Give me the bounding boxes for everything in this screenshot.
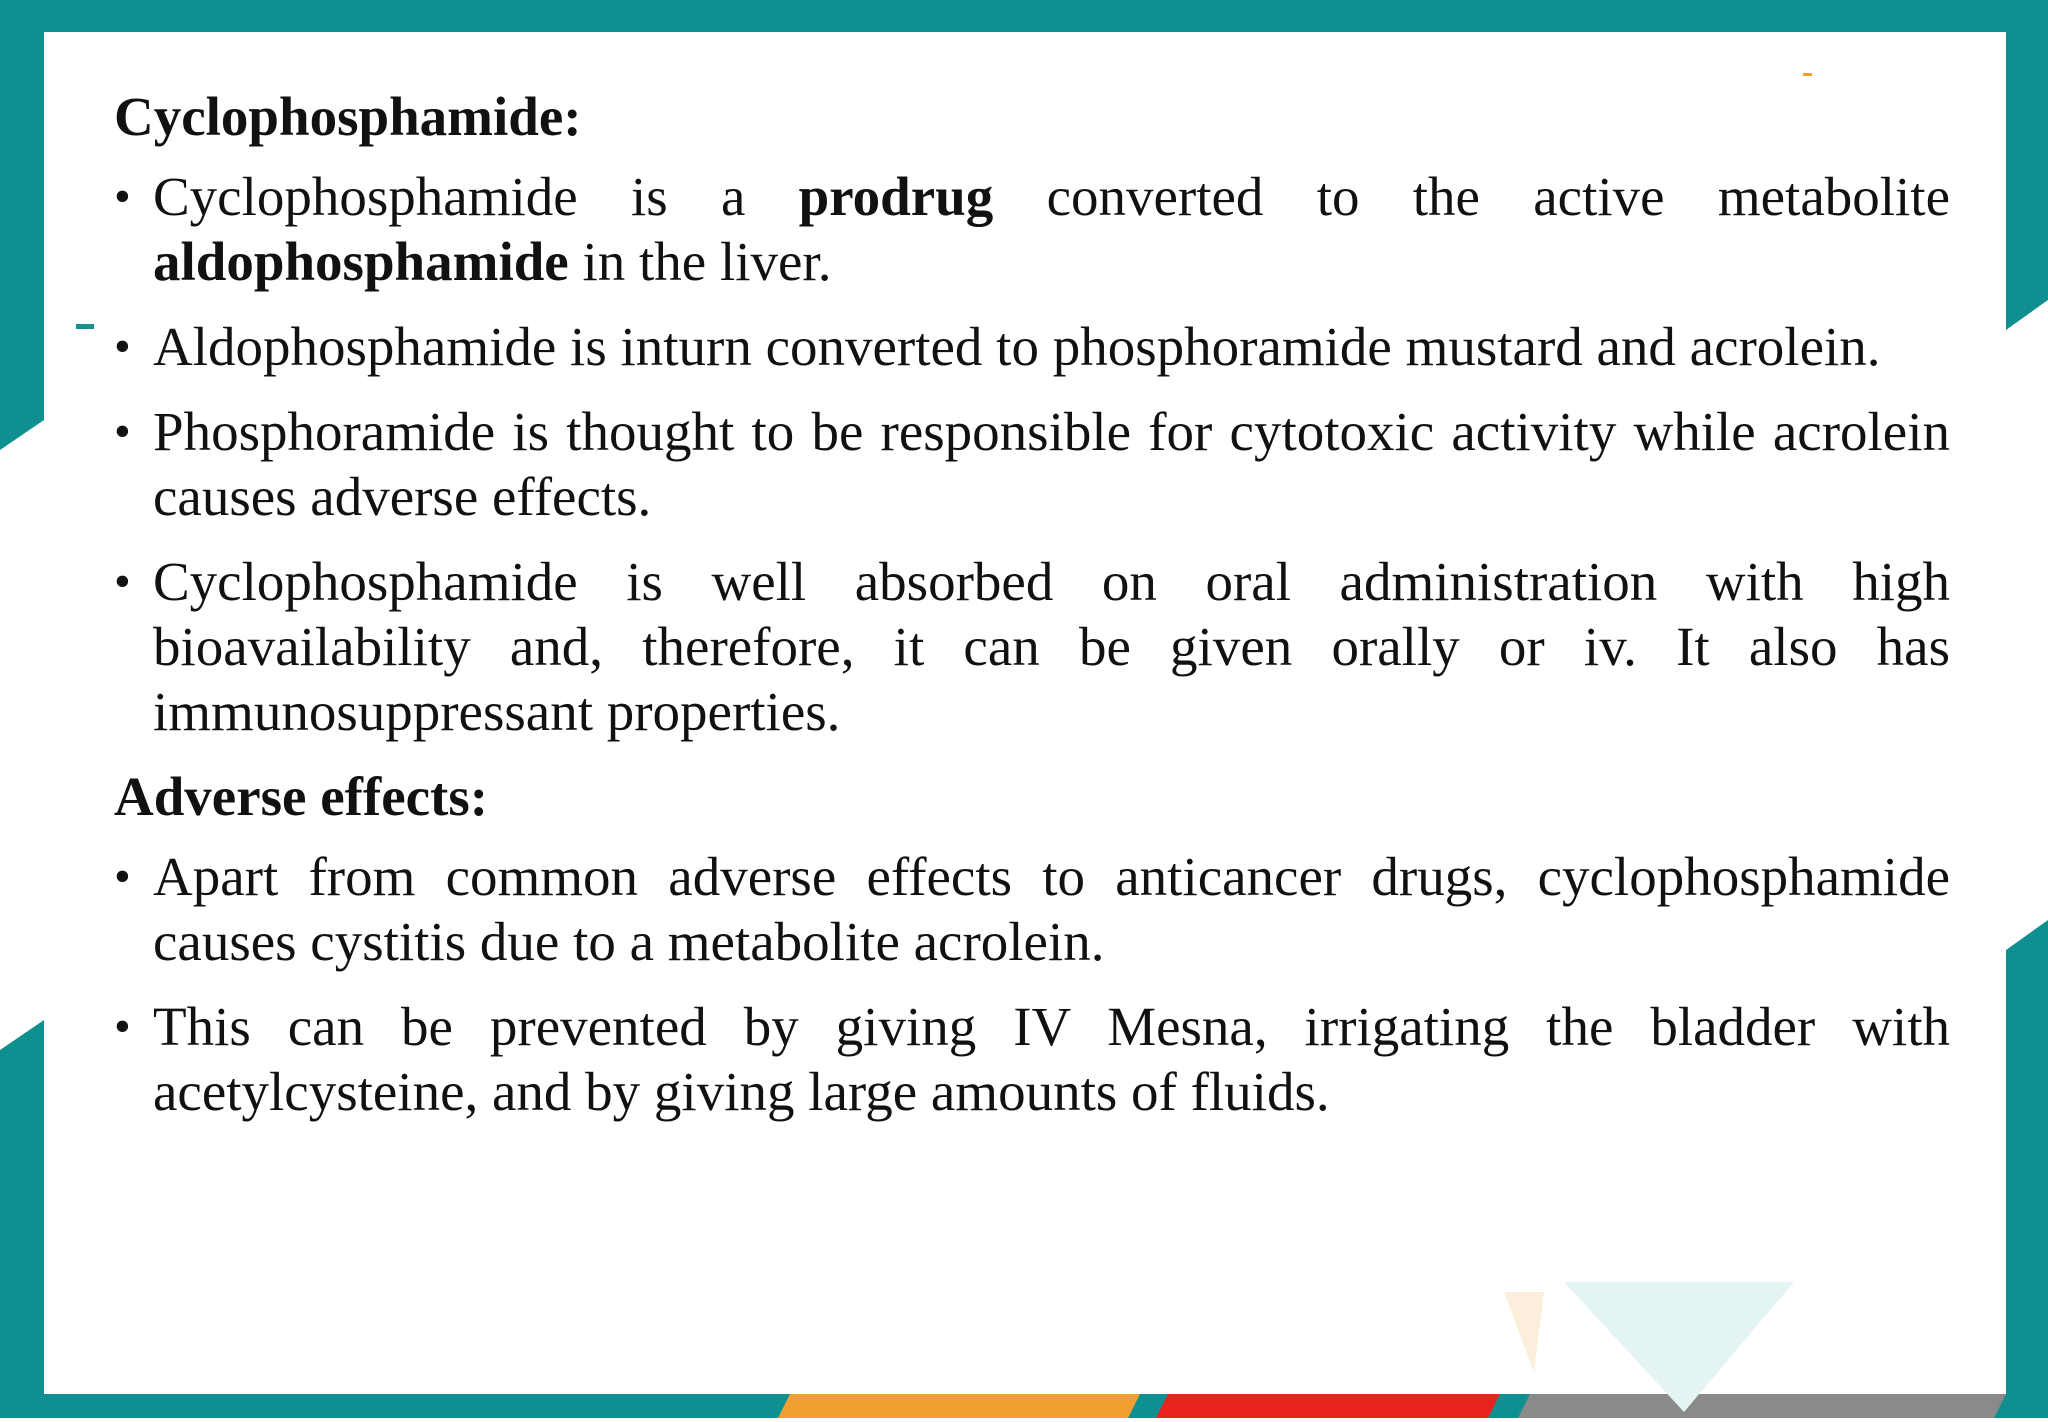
decorative-dash-left (76, 324, 94, 329)
bullet-text: Cyclophosphamide is a (153, 166, 799, 227)
bullet-text: Cyclophosphamide is well absorbed on oral administration with high bioavailability and, therefore, it can be given orally or iv. It also has immunosuppressant properties. (153, 551, 1950, 742)
bullet-symbol: • (114, 405, 131, 458)
bottom-red-stripe (1156, 1394, 1500, 1418)
bullet-item (114, 314, 1950, 379)
bullet-symbol: • (114, 320, 131, 373)
watermark-teal-triangle (1564, 1282, 1794, 1412)
bullet-list-overview (114, 164, 1950, 744)
bullet-text: Apart from common adverse effects to anticancer drugs, cyclophosphamide causes cystitis due to a metabolite acrolein. (153, 846, 1950, 972)
bottom-orange-stripe (778, 1394, 1140, 1418)
bullet-bold-term: aldophosphamide (153, 231, 569, 292)
bullet-text: Phosphoramide is thought to be responsible for cytotoxic activity while acrolein causes adverse effects. (153, 401, 1950, 527)
bullet-item (114, 164, 1950, 294)
section-heading-cyclophosphamide: Cyclophosphamide: (114, 86, 582, 147)
bullet-item (114, 549, 1950, 744)
watermark-shape (1504, 1272, 1804, 1422)
bullet-list-adverse-effects (114, 844, 1950, 1124)
left-edge-light-band (0, 420, 44, 1050)
bullet-symbol: • (114, 170, 131, 223)
bullet-item (114, 844, 1950, 974)
decorative-dash-top-right (1803, 73, 1812, 76)
bullet-symbol: • (114, 850, 131, 903)
bullet-text: This can be prevented by giving IV Mesna, irrigating the bladder with acetylcysteine, and by giving large amounts of fluids. (153, 996, 1950, 1122)
bullet-symbol: • (114, 555, 131, 608)
bullet-symbol: • (114, 1000, 131, 1053)
bullet-item (114, 994, 1950, 1124)
section-heading-adverse-effects: Adverse effects: (114, 766, 489, 827)
slide-content (114, 84, 1950, 1144)
bullet-bold-term: prodrug (798, 166, 994, 227)
bullet-text: converted to the active metabolite (993, 166, 1950, 227)
right-edge-light-band (2006, 300, 2048, 950)
bullet-item (114, 399, 1950, 529)
watermark-orange-wedge (1504, 1292, 1544, 1372)
bullet-text: in the liver. (568, 231, 832, 292)
bullet-text: Aldophosphamide is inturn converted to phosphoramide mustard and acrolein. (153, 316, 1881, 377)
